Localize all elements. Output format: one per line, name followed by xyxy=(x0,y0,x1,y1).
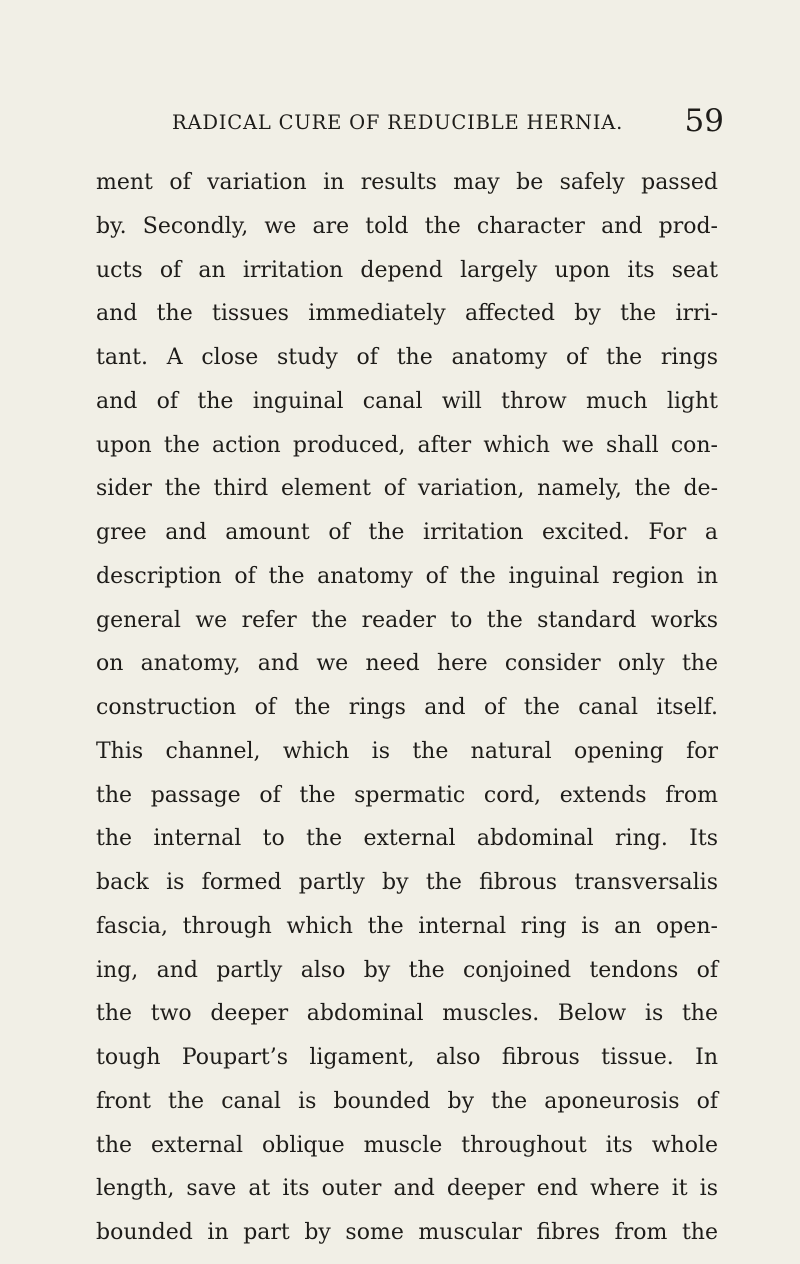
text-line: tant. A close study of the anatomy of the rings xyxy=(96,345,718,370)
text-line: tough Poupart’s ligament, also fibrous tissue. In xyxy=(96,1045,718,1070)
text-line: sider the third element of variation, namely, the de- xyxy=(96,476,718,502)
text-line: This channel, which is the natural opening for xyxy=(96,738,718,764)
text-line: gree and amount of the irritation excited. For a xyxy=(96,520,718,545)
text-line: on anatomy, and we need here consider only the xyxy=(96,651,718,677)
text-line: upon the action produced, after which we shall con- xyxy=(96,432,718,458)
running-title: RADICAL CURE OF REDUCIBLE HERNIA. xyxy=(172,111,624,134)
text-line: ing, and partly also by the conjoined tendons of xyxy=(96,957,718,983)
text-line: and of the inguinal canal will throw much light xyxy=(96,388,718,414)
text-line: back is formed partly by the fibrous transversalis xyxy=(96,870,718,895)
text-line: ment of variation in results may be safely passed xyxy=(96,170,718,195)
text-line: the two deeper abdominal muscles. Below is the xyxy=(96,1001,718,1027)
text-line: general we refer the reader to the standard works xyxy=(96,607,718,633)
body-paragraph xyxy=(96,161,718,1255)
text-line: bounded in part by some muscular fibres from the xyxy=(96,1220,718,1245)
text-line: length, save at its outer and deeper end where it is xyxy=(96,1176,718,1202)
text-line: description of the anatomy of the inguinal region in xyxy=(96,563,718,589)
text-line: the internal to the external abdominal ring. Its xyxy=(96,826,718,852)
running-head xyxy=(96,103,724,143)
page-number: 59 xyxy=(684,103,724,139)
text-line: and the tissues immediately affected by the irri- xyxy=(96,301,718,327)
text-line: ucts of an irritation depend largely upon its seat xyxy=(96,257,718,283)
text-line: construction of the rings and of the canal itself. xyxy=(96,695,718,720)
text-line: front the canal is bounded by the aponeurosis of xyxy=(96,1088,718,1114)
text-line: the passage of the spermatic cord, extends from xyxy=(96,782,718,808)
text-line: fascia, through which the internal ring is an open- xyxy=(96,913,718,939)
text-line: the external oblique muscle throughout its whole xyxy=(96,1132,718,1158)
text-line: by. Secondly, we are told the character and prod- xyxy=(96,213,718,239)
